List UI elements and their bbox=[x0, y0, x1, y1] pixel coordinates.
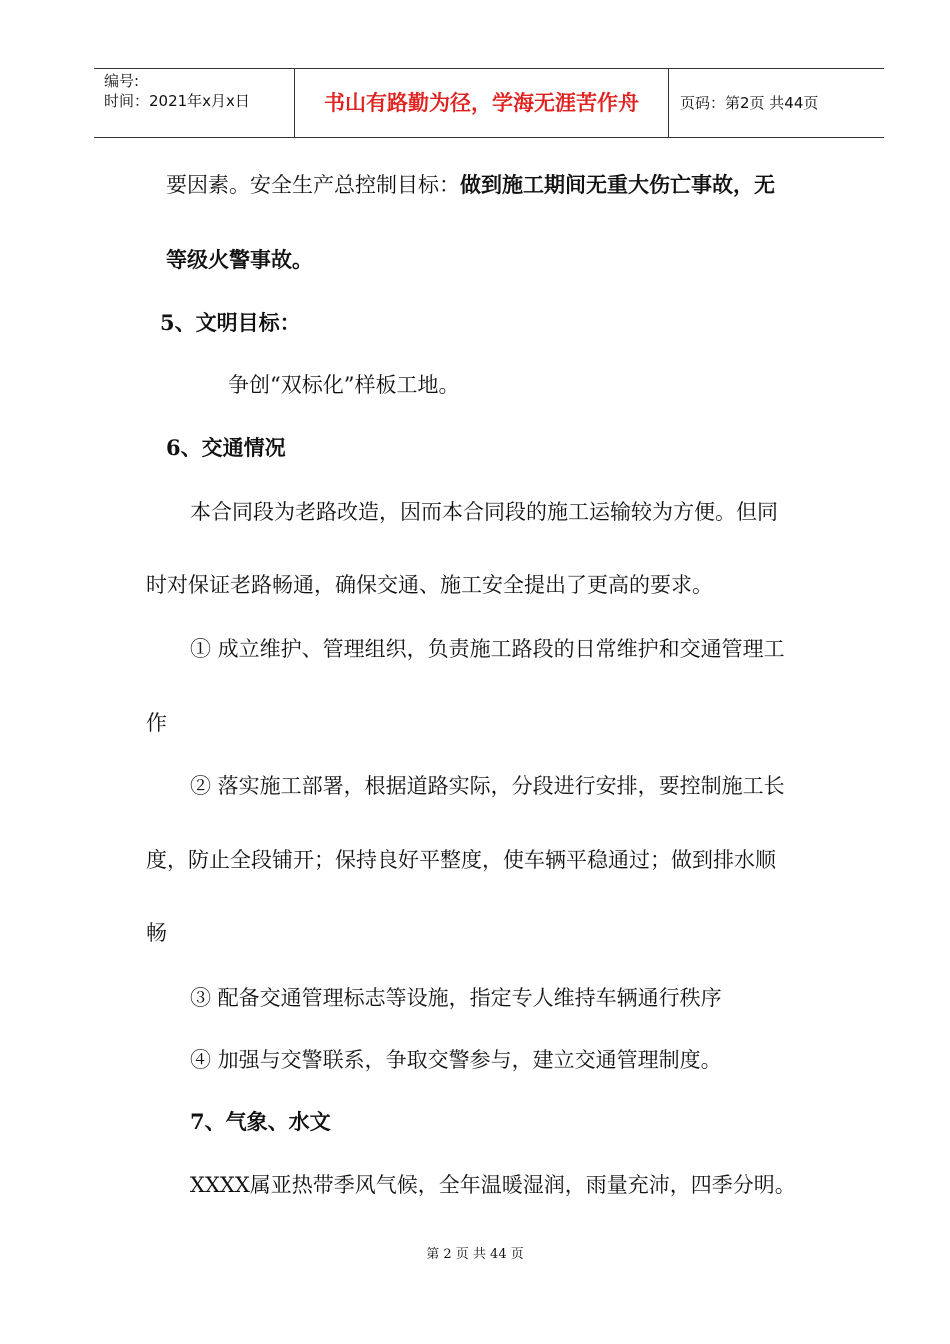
number-label: 编号: bbox=[104, 72, 140, 90]
page-header bbox=[94, 68, 884, 138]
heading-traffic: 6、交通情况 bbox=[166, 435, 286, 460]
list-item-3: ③ 配备交通管理标志等设施，指定专人维持车辆通行秩序 bbox=[190, 986, 722, 1010]
heading-weather-hydrology: 7、气象、水文 bbox=[190, 1109, 331, 1134]
safety-target-bold: 做到施工期间无重大伤亡事故，无 bbox=[460, 172, 775, 197]
heading-civilization-target: 5、文明目标： bbox=[160, 310, 301, 335]
paragraph-traffic-line2: 时对保证老路畅通，确保交通、施工安全提出了更高的要求。 bbox=[146, 573, 713, 597]
list-item-2-line1: ② 落实施工部署，根据道路实际，分段进行安排，要控制施工长 bbox=[190, 774, 785, 798]
paragraph-civilization: 争创“双标化”样板工地。 bbox=[228, 373, 460, 397]
paragraph-traffic-line1: 本合同段为老路改造，因而本合同段的施工运输较为方便。但同 bbox=[190, 500, 778, 524]
list-item-4: ④ 加强与交警联系，争取交警参与，建立交通管理制度。 bbox=[190, 1048, 722, 1072]
list-item-2-line3: 畅 bbox=[146, 921, 167, 945]
paragraph-weather: XXXX属亚热带季风气候，全年温暖湿润，雨量充沛，四季分明。 bbox=[190, 1173, 796, 1197]
list-item-2-line2: 度，防止全段铺开；保持良好平整度，使车辆平稳通过；做到排水顺 bbox=[146, 848, 776, 872]
list-item-1-line2: 作 bbox=[146, 711, 167, 735]
time-label: 时间：2021年x月x日 bbox=[104, 92, 250, 110]
paragraph-safety-target bbox=[166, 170, 775, 200]
header-meta bbox=[104, 71, 250, 111]
safety-target-text: 要因素。安全生产总控制目标： bbox=[166, 173, 460, 197]
page-footer: 第 2 页 共 44 页 bbox=[426, 1247, 524, 1262]
header-divider bbox=[668, 69, 669, 137]
header-motto: 书山有路勤为径，学海无涯苦作舟 bbox=[324, 91, 639, 115]
header-page-label: 页码：第2页 共44页 bbox=[680, 94, 819, 112]
list-item-1-line1: ① 成立维护、管理组织，负责施工路段的日常维护和交通管理工 bbox=[190, 637, 785, 661]
safety-target-continuation: 等级火警事故。 bbox=[166, 247, 313, 272]
